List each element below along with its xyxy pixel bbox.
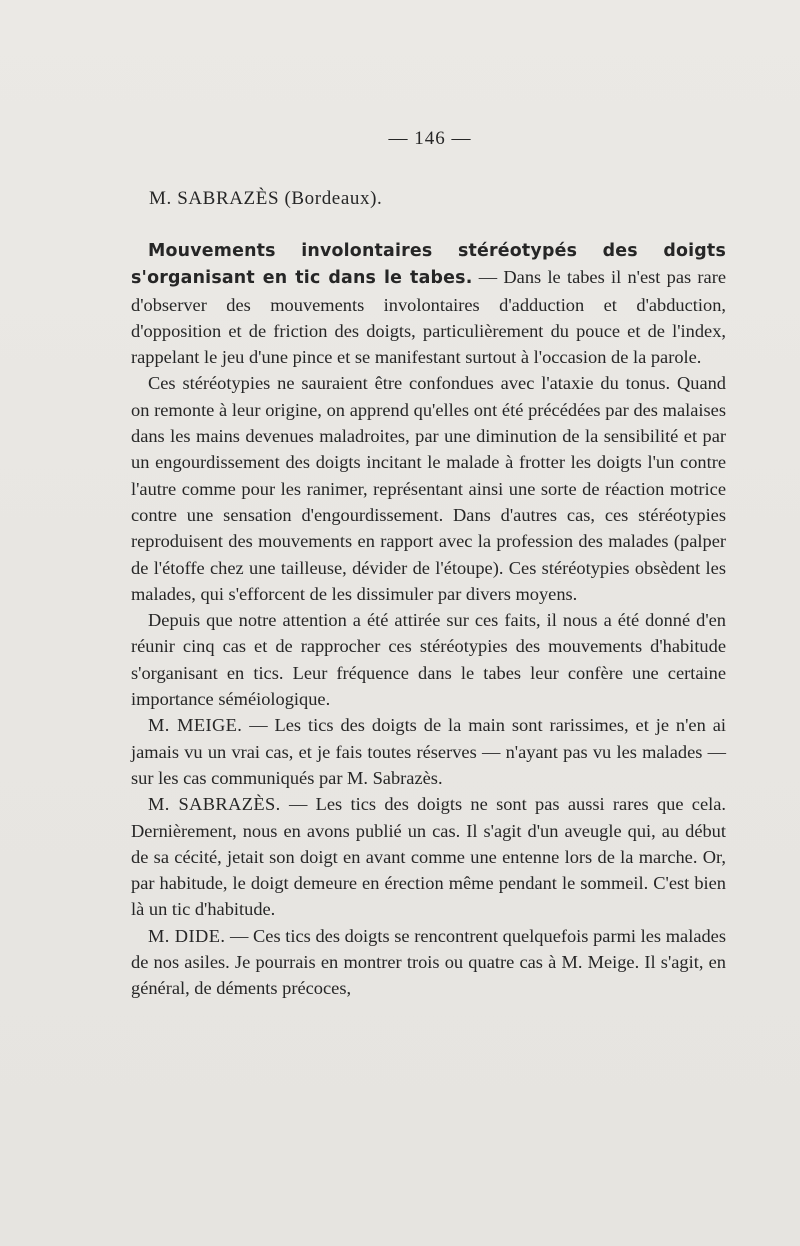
speaker-name: M. DIDE. <box>148 925 226 946</box>
speaker-name: M. MEIGE. <box>148 715 243 736</box>
page-number: — 146 — <box>388 128 472 149</box>
paragraph: Depuis que notre attention a été attirée sur ces faits, il nous a été donné d'en réunir cinq cas et de rapprocher ces stéréotypies des mouvements d'habitude s'organisant en tics. Leur fréquence dans le tabes leur confère une certaine importance séméiologique. <box>131 610 726 710</box>
author-line: M. SABRAZÈS (Bordeaux). <box>149 188 383 209</box>
abstract-paragraph <box>131 237 726 370</box>
body-text <box>131 237 726 1002</box>
discussion-paragraph <box>131 791 726 922</box>
discussion-paragraph <box>131 923 726 1002</box>
speaker-text: — Les tics des doigts de la main sont rarissimes, et je n'en ai jamais vu un vrai cas, et je fais toutes réserves — n'ayant pas vu les malades — sur les cas communiqués par M. Sabrazès. <box>131 715 726 788</box>
abstract-text: — Dans le tabes il n'est pas rare d'observer des mouvements involontaires d'adduction et d'abduction, d'opposition et de friction des doigts, particulièrement du pouce et de l'index, rappelant le jeu d'une pince et se manifestant surtout à l'occasion de la parole. <box>131 267 726 368</box>
speaker-text: — Les tics des doigts ne sont pas aussi rares que cela. Dernièrement, nous en avons publié un cas. Il s'agit d'un aveugle qui, au début de sa cécité, jetait son doigt en avant comme une entenne lors de la marche. Or, par habitude, le doigt demeure en érection même pendant le sommeil. C'est bien là un tic d'habitude. <box>131 794 727 920</box>
paragraph: Ces stéréotypies ne sauraient être confondues avec l'ataxie du tonus. Quand on remonte à leur origine, on apprend qu'elles ont été précédées par des malaises dans les mains devenues maladroites, par une diminution de la sensibilité et par un engourdissement des doigts incitant le malade à frotter les doigts l'un contre l'autre comme pour les ranimer, représentant ainsi une sorte de réaction motrice contre une sensation d'engourdissement. Dans d'autres cas, ces stéréotypies reproduisent des mouvements en rapport avec la profession des malades (palper de l'étoffe chez une tailleuse, dévider de l'étoupe). Ces stéréotypies obsèdent les malades, qui s'efforcent de les dissimuler par divers moyens. <box>131 373 726 604</box>
speaker-name: M. SABRAZÈS. <box>148 794 281 815</box>
speaker-text: — Ces tics des doigts se rencontrent quelquefois parmi les malades de nos asiles. Je pourrais en montrer trois ou quatre cas à M. Meige. Il s'agit, en général, de déments précoces, <box>131 925 726 999</box>
article-title: Mouvements involontaires stéréotypés des doigts s'organisant en tic dans le tabes. <box>131 241 726 289</box>
discussion-paragraph <box>131 712 726 791</box>
